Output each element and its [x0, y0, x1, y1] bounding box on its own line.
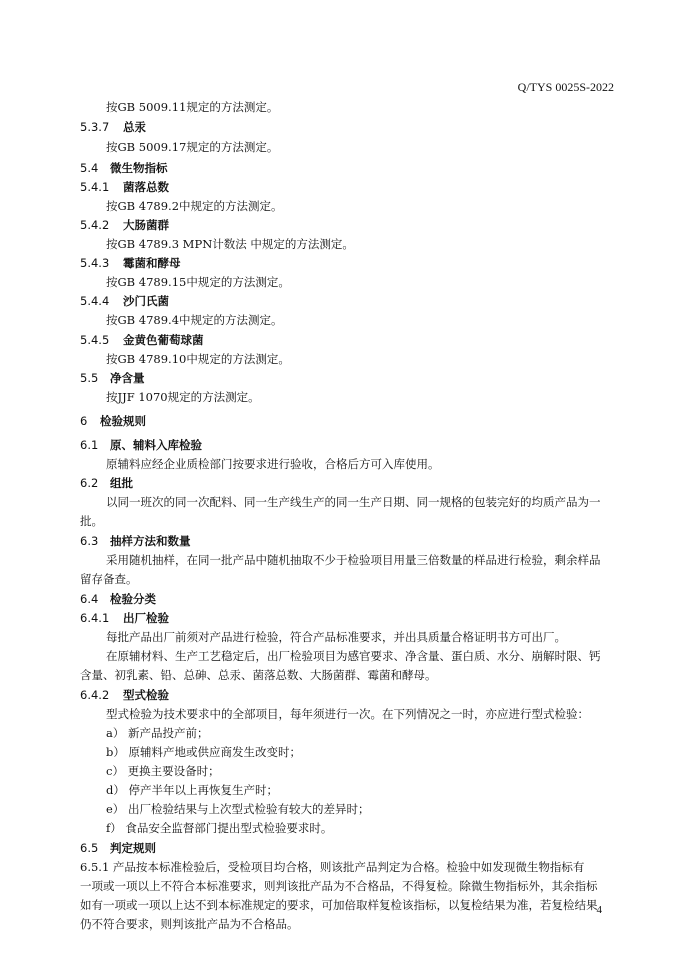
section-title: 检验分类	[110, 592, 156, 606]
paragraph-text: 在原辅材料、生产工艺稳定后，出厂检验项目为感官要求、净含量、蛋白质、水分、崩解时限、钙	[106, 649, 601, 663]
paragraph-text: 按GB 4789.3 MPN计数法 中规定的方法测定。	[106, 237, 354, 251]
paragraph-text: 按JJF 1070规定的方法测定。	[106, 390, 260, 404]
paragraph-text: 按GB 5009.17规定的方法测定。	[106, 140, 279, 154]
continuation-text: 留存备查。	[80, 572, 138, 586]
paragraph-text: 以同一班次的同一次配料、同一生产线生产的同一生产日期、同一规格的包装完好的均质产品为一	[106, 495, 601, 509]
paragraph-text: 按GB 4789.15中规定的方法测定。	[106, 275, 290, 289]
list-item-text: f） 食品安全监督部门提出型式检验要求时。	[106, 821, 333, 835]
continuation-text: 批。	[80, 514, 103, 528]
section-title: 组批	[110, 476, 133, 490]
page-number: 4	[596, 904, 602, 916]
doc-code-header: Q/TYS 0025S-2022	[517, 80, 614, 94]
section-title: 沙门氏菌	[123, 294, 169, 308]
section-title: 霉菌和酵母	[123, 256, 181, 270]
paragraph-text: 型式检验为技术要求中的全部项目，每年须进行一次。在下列情况之一时，亦应进行型式检验：	[106, 707, 589, 721]
section-number: 5.4.5	[80, 333, 110, 347]
section-number: 6.5	[80, 841, 99, 855]
continuation-text: 如有一项或一项以上达不到本标准规定的要求，可加倍取样复检该指标，以复检结果为准，若复检结果	[80, 898, 598, 912]
section-number: 5.3.7	[80, 120, 110, 134]
section-number: 5.4.4	[80, 294, 110, 308]
section-number: 5.4	[80, 161, 99, 175]
paragraph-text: 按GB 4789.2中规定的方法测定。	[106, 199, 283, 213]
paragraph-text: 每批产品出厂前须对产品进行检验，符合产品标准要求，并出具质量合格证明书方可出厂。	[106, 630, 566, 644]
section-title: 判定规则	[110, 841, 156, 855]
section-title: 检验规则	[100, 414, 146, 428]
list-item-text: c） 更换主要设备时；	[106, 764, 220, 778]
continuation-text: 一项或一项以上不符合本标准要求，则判该批产品为不合格品，不得复检。除微生物指标外，其余指标	[80, 879, 598, 893]
section-title: 总汞	[123, 120, 146, 134]
section-number: 5.4.2	[80, 218, 110, 232]
section-title: 型式检验	[123, 688, 169, 702]
paragraph-text: 按GB 5009.11规定的方法测定。	[106, 100, 279, 114]
section-number: 5.5	[80, 371, 99, 385]
paragraph-text: 采用随机抽样，在同一批产品中随机抽取不少于检验项目用量三倍数量的样品进行检验，剩余样品	[106, 553, 601, 567]
section-title: 净含量	[110, 371, 145, 385]
section-number: 6.4.1	[80, 611, 110, 625]
section-title: 菌落总数	[123, 180, 169, 194]
paragraph-text: 按GB 4789.10中规定的方法测定。	[106, 352, 290, 366]
section-title: 出厂检验	[123, 611, 169, 625]
section-number: 5.4.1	[80, 180, 110, 194]
paragraph-text: 原辅料应经企业质检部门按要求进行验收，合格后方可入库使用。	[106, 457, 440, 471]
continuation-text: 含量、初乳素、铅、总砷、总汞、菌落总数、大肠菌群、霉菌和酵母。	[80, 668, 437, 682]
section-number: 5.4.3	[80, 256, 110, 270]
continuation-text: 仍不符合要求，则判该批产品为不合格品。	[80, 917, 299, 931]
section-title: 大肠菌群	[123, 218, 169, 232]
clause-text: 6.5.1 产品按本标准检验后，受检项目均合格，则该批产品判定为合格。检验中如发现微生物指标有	[80, 860, 585, 874]
section-title: 原、辅料入库检验	[110, 438, 202, 452]
section-number: 6.2	[80, 476, 99, 490]
section-number: 6.4	[80, 592, 99, 606]
list-item-text: a） 新产品投产前；	[106, 726, 209, 740]
section-number: 6.1	[80, 438, 99, 452]
list-item-text: d） 停产半年以上再恢复生产时；	[106, 783, 279, 797]
section-title: 微生物指标	[110, 161, 168, 175]
section-number: 6.3	[80, 534, 99, 548]
section-number: 6.4.2	[80, 688, 110, 702]
list-item-text: e） 出厂检验结果与上次型式检验有较大的差异时；	[106, 802, 370, 816]
list-item-text: b） 原辅料产地或供应商发生改变时；	[106, 745, 302, 759]
section-title: 抽样方法和数量	[110, 534, 191, 548]
paragraph-text: 按GB 4789.4中规定的方法测定。	[106, 313, 283, 327]
section-title: 金黄色葡萄球菌	[123, 333, 204, 347]
section-number: 6	[80, 414, 88, 428]
